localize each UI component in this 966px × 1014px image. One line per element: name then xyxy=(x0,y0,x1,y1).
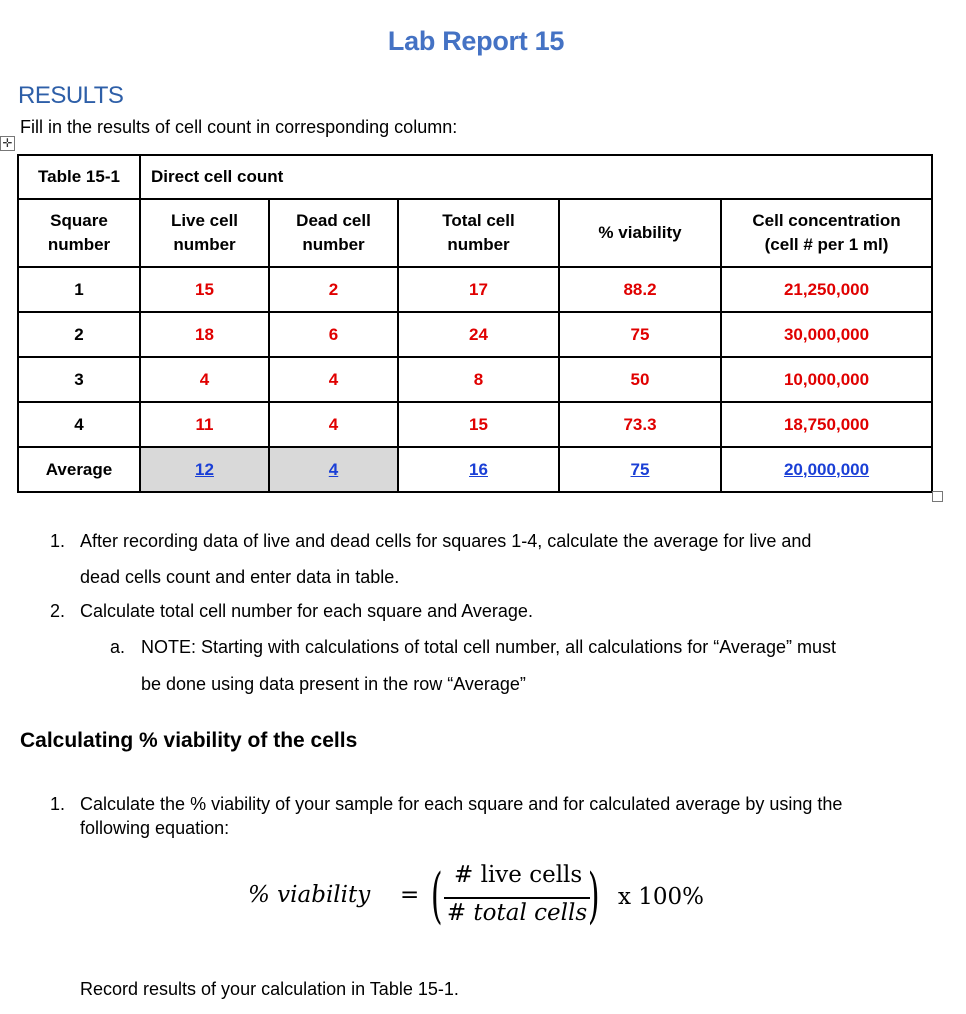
cell-concentration[interactable]: 21,250,000 xyxy=(721,267,932,312)
average-dead-link[interactable]: 4 xyxy=(328,459,339,479)
header-dead-line2: number xyxy=(302,235,365,254)
viability-step-line1: Calculate the % viability of your sample for each square and for calculated average by using the xyxy=(80,794,843,814)
equation-paren-right: ) xyxy=(587,861,600,931)
table-caption-row xyxy=(18,155,932,199)
cell-average-dead[interactable] xyxy=(269,447,398,492)
average-total-link[interactable]: 16 xyxy=(469,459,488,479)
cell-concentration[interactable]: 10,000,000 xyxy=(721,357,932,402)
header-concentration xyxy=(721,199,932,267)
cell-live[interactable]: 18 xyxy=(140,312,269,357)
cell-square: 3 xyxy=(18,357,140,402)
average-concentration-link[interactable]: 20,000,000 xyxy=(783,459,870,479)
cell-concentration[interactable]: 30,000,000 xyxy=(721,312,932,357)
resize-handle-icon[interactable] xyxy=(932,491,943,502)
cell-viability[interactable]: 88.2 xyxy=(559,267,721,312)
table-row-average xyxy=(18,447,932,492)
table-header-row xyxy=(18,199,932,267)
cell-square: 1 xyxy=(18,267,140,312)
cell-average-total[interactable] xyxy=(398,447,559,492)
cell-live[interactable]: 4 xyxy=(140,357,269,402)
cell-average-label: Average xyxy=(18,447,140,492)
equation-lhs: % viability xyxy=(248,882,371,908)
viability-step-line2: following equation: xyxy=(80,818,230,838)
equation-numerator: # live cells xyxy=(454,862,583,888)
equation-multiplier: x 100% xyxy=(618,884,705,910)
cell-live[interactable]: 15 xyxy=(140,267,269,312)
cell-dead[interactable]: 4 xyxy=(269,357,398,402)
average-live-link[interactable]: 12 xyxy=(195,459,214,479)
header-concentration-line2: (cell # per 1 ml) xyxy=(764,235,889,254)
table-caption-label: Table 15-1 xyxy=(18,155,140,199)
cell-total[interactable]: 24 xyxy=(398,312,559,357)
cell-dead[interactable]: 4 xyxy=(269,402,398,447)
header-total xyxy=(398,199,559,267)
table-row xyxy=(18,357,932,402)
step-1-line1: After recording data of live and dead cells for squares 1-4, calculate the average for live and xyxy=(80,531,812,551)
cell-total[interactable]: 17 xyxy=(398,267,559,312)
cell-dead[interactable]: 6 xyxy=(269,312,398,357)
move-handle-icon[interactable]: ✛ xyxy=(0,136,15,151)
equation-fraction-bar xyxy=(444,897,590,899)
cell-viability[interactable]: 73.3 xyxy=(559,402,721,447)
cell-average-concentration[interactable] xyxy=(721,447,932,492)
results-heading: RESULTS xyxy=(18,82,124,109)
table-row xyxy=(18,312,932,357)
equation-paren-left: ( xyxy=(430,861,443,931)
cell-viability[interactable]: 50 xyxy=(559,357,721,402)
step-1-number: 1. xyxy=(50,531,66,551)
cell-total[interactable]: 8 xyxy=(398,357,559,402)
header-square-line1: Square xyxy=(50,211,108,230)
step-a-number: a. xyxy=(110,637,126,657)
step-1-line2: dead cells count and enter data in table. xyxy=(80,567,400,587)
average-viability-link[interactable]: 75 xyxy=(630,459,650,479)
header-dead xyxy=(269,199,398,267)
header-dead-line1: Dead cell xyxy=(296,211,371,230)
header-total-line2: number xyxy=(447,235,510,254)
step-a-line2: be done using data present in the row “Average” xyxy=(141,674,526,694)
cell-count-table xyxy=(17,154,933,493)
cell-average-viability[interactable] xyxy=(559,447,721,492)
cell-dead[interactable]: 2 xyxy=(269,267,398,312)
header-square xyxy=(18,199,140,267)
header-live xyxy=(140,199,269,267)
cell-square: 4 xyxy=(18,402,140,447)
cell-square: 2 xyxy=(18,312,140,357)
header-concentration-line1: Cell concentration xyxy=(752,211,901,230)
viability-heading: Calculating % viability of the cells xyxy=(20,729,358,752)
header-live-line1: Live cell xyxy=(170,211,239,230)
cell-average-live[interactable] xyxy=(140,447,269,492)
header-total-line1: Total cell xyxy=(442,211,515,230)
header-live-line2: number xyxy=(173,235,236,254)
step-2-text: Calculate total cell number for each square and Average. xyxy=(80,601,533,621)
table-row xyxy=(18,402,932,447)
table-caption-title: Direct cell count xyxy=(140,155,932,199)
instruction-text: Fill in the results of cell count in corresponding column: xyxy=(20,117,458,137)
page-title: Lab Report 15 xyxy=(387,26,565,56)
equation-equals: = xyxy=(400,882,420,908)
step-a-line1: NOTE: Starting with calculations of total cell number, all calculations for “Average” must xyxy=(141,637,836,657)
table-row xyxy=(18,267,932,312)
viability-step-number: 1. xyxy=(50,794,66,814)
step-2-number: 2. xyxy=(50,601,66,621)
cell-concentration[interactable]: 18,750,000 xyxy=(721,402,932,447)
cell-live[interactable]: 11 xyxy=(140,402,269,447)
header-viability: % viability xyxy=(559,199,721,267)
equation-denominator: # total cells xyxy=(446,900,588,926)
header-square-line2: number xyxy=(47,235,111,254)
record-text: Record results of your calculation in Table 15-1. xyxy=(80,979,459,999)
cell-viability[interactable]: 75 xyxy=(559,312,721,357)
cell-total[interactable]: 15 xyxy=(398,402,559,447)
